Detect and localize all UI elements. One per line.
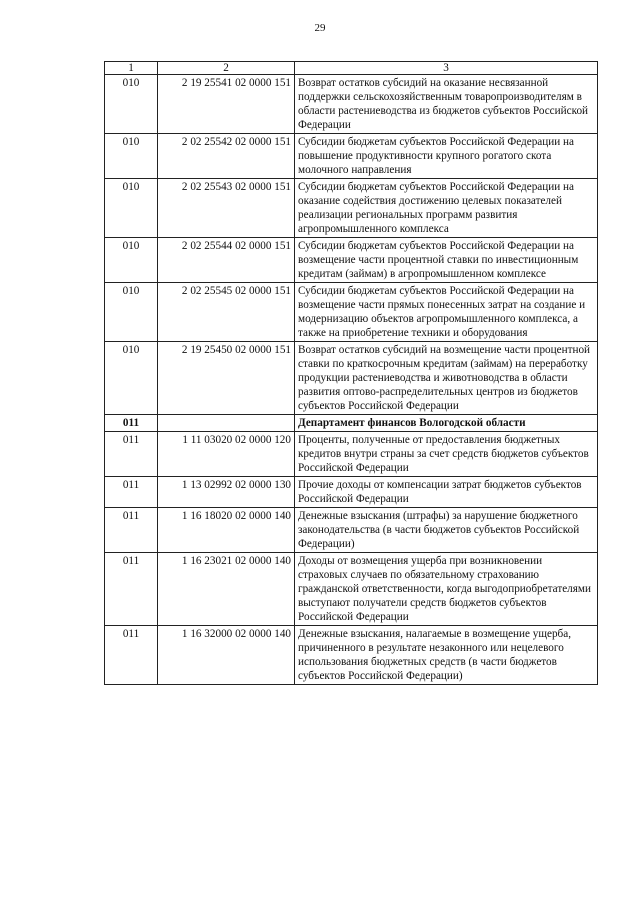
description-cell: Субсидии бюджетам субъектов Российской Федерации на возмещение части процентной ставки по инвестиционным кредитам (займам) в агропромышленном комплексе xyxy=(295,238,598,283)
table-row xyxy=(105,134,598,179)
table-row xyxy=(105,179,598,238)
description-cell: Возврат остатков субсидий на оказание несвязанной поддержки сельскохозяйственным товаропроизводителям в области растениеводства из бюджетов субъектов Российской Федерации xyxy=(295,75,598,134)
column-header-1: 1 xyxy=(105,62,158,75)
admin-code-cell: 010 xyxy=(105,179,158,238)
description-cell: Возврат остатков субсидий на возмещение части процентной ставки по краткосрочным кредитам (займам) на переработку продукции растениеводства и животноводства в области развития оптово-распределительных центров из бюджетов субъектов Российской Федерации xyxy=(295,342,598,415)
table-row xyxy=(105,626,598,685)
budget-code-cell: 2 19 25541 02 0000 151 xyxy=(158,75,295,134)
budget-code-cell: 1 11 03020 02 0000 120 xyxy=(158,432,295,477)
description-cell: Прочие доходы от компенсации затрат бюджетов субъектов Российской Федерации xyxy=(295,477,598,508)
admin-code-cell: 011 xyxy=(105,553,158,626)
table-row xyxy=(105,432,598,477)
admin-code-cell: 011 xyxy=(105,626,158,685)
table-row xyxy=(105,415,598,432)
column-header-2: 2 xyxy=(158,62,295,75)
description-cell: Департамент финансов Вологодской области xyxy=(295,415,598,432)
admin-code-cell: 010 xyxy=(105,342,158,415)
budget-code-cell: 2 19 25450 02 0000 151 xyxy=(158,342,295,415)
budget-code-cell xyxy=(158,415,295,432)
admin-code-cell: 010 xyxy=(105,238,158,283)
description-cell: Субсидии бюджетам субъектов Российской Федерации на возмещение части прямых понесенных затрат на создание и модернизацию объектов агропромышленного комплекса, а также на приобретение техники и оборудования xyxy=(295,283,598,342)
table-row xyxy=(105,283,598,342)
table-row xyxy=(105,75,598,134)
table-row xyxy=(105,508,598,553)
table-header-row xyxy=(105,62,598,75)
description-cell: Денежные взыскания (штрафы) за нарушение бюджетного законодательства (в части бюджетов субъектов Российской Федерации) xyxy=(295,508,598,553)
admin-code-cell: 010 xyxy=(105,283,158,342)
budget-code-cell: 1 16 23021 02 0000 140 xyxy=(158,553,295,626)
table-row xyxy=(105,553,598,626)
budget-code-cell: 1 13 02992 02 0000 130 xyxy=(158,477,295,508)
description-cell: Денежные взыскания, налагаемые в возмещение ущерба, причиненного в результате незаконного или нецелевого использования бюджетных средств (в части бюджетов субъектов Российской Федерации) xyxy=(295,626,598,685)
admin-code-cell: 010 xyxy=(105,75,158,134)
budget-codes-table xyxy=(104,61,598,685)
admin-code-cell: 011 xyxy=(105,432,158,477)
budget-code-cell: 2 02 25544 02 0000 151 xyxy=(158,238,295,283)
budget-code-cell: 1 16 18020 02 0000 140 xyxy=(158,508,295,553)
description-cell: Субсидии бюджетам субъектов Российской Федерации на оказание содействия достижению целевых показателей реализации региональных программ развития агропромышленного комплекса xyxy=(295,179,598,238)
budget-code-cell: 1 16 32000 02 0000 140 xyxy=(158,626,295,685)
table-row xyxy=(105,477,598,508)
table-row xyxy=(105,238,598,283)
budget-code-cell: 2 02 25542 02 0000 151 xyxy=(158,134,295,179)
page-number: 29 xyxy=(314,22,326,34)
description-cell: Доходы от возмещения ущерба при возникновении страховых случаев по обязательному страхованию гражданской ответственности, когда выгодоприобретателями выступают получатели средств бюджетов субъектов Российской Федерации xyxy=(295,553,598,626)
table-body xyxy=(105,75,598,685)
column-header-3: 3 xyxy=(295,62,598,75)
admin-code-cell: 010 xyxy=(105,134,158,179)
budget-code-cell: 2 02 25545 02 0000 151 xyxy=(158,283,295,342)
admin-code-cell: 011 xyxy=(105,508,158,553)
description-cell: Субсидии бюджетам субъектов Российской Федерации на повышение продуктивности крупного рогатого скота молочного направления xyxy=(295,134,598,179)
table-row xyxy=(105,342,598,415)
admin-code-cell: 011 xyxy=(105,477,158,508)
description-cell: Проценты, полученные от предоставления бюджетных кредитов внутри страны за счет средств бюджетов субъектов Российской Федерации xyxy=(295,432,598,477)
admin-code-cell: 011 xyxy=(105,415,158,432)
budget-code-cell: 2 02 25543 02 0000 151 xyxy=(158,179,295,238)
